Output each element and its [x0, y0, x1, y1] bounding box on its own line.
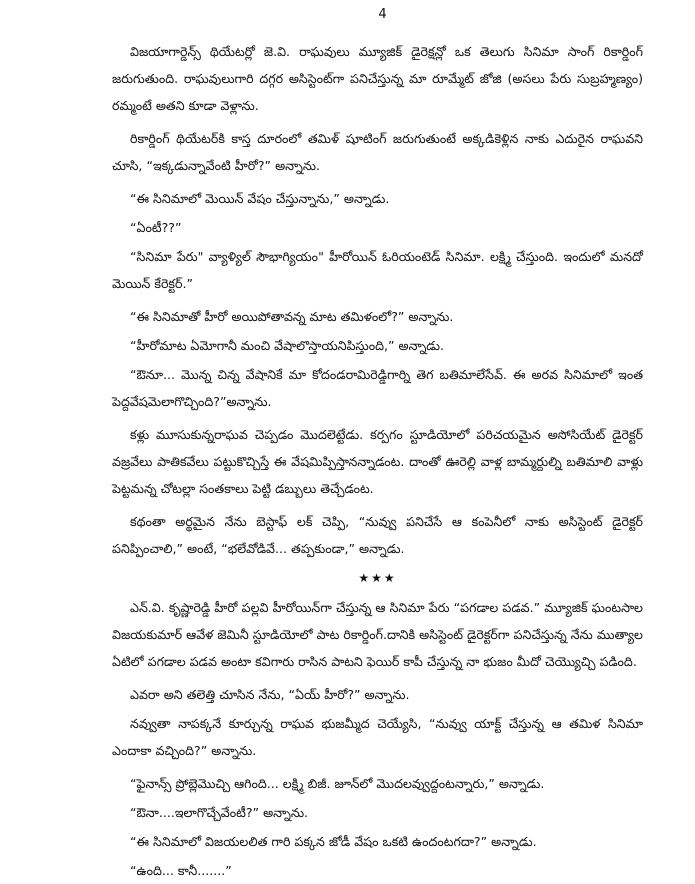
- paragraph: “ఫైనాన్స్ ప్రోబ్లెమొచ్చి ఆగింది... లక్ష్మి బిజీ. జూన్‌లో మొదలవ్వుద్దంటన్నారు,” అన్నాడు.: [130, 776, 545, 791]
- paragraph: “హీరోమాట ఏమోగానీ మంచి వేషాలొస్తాయనిపిస్తుంది,” అన్నాడు.: [130, 338, 444, 353]
- story-section-1: [112, 38, 643, 562]
- paragraph: “ఈ సినిమాతో హీరో అయిపోతావన్న మాట తమిళంలో?” అన్నాను.: [130, 309, 454, 324]
- paragraph: “ఈ సినిమాలో విజయలలిత గారి పక్కన జోడీ వేషం ఒకటి ఉందంటగదా?” అన్నాడు.: [130, 834, 537, 849]
- paragraph: “ఔనూ... మొన్న చిన్న వేషానికే మా కోదండరామిరెడ్డిగార్ని తెగ బతిమాలేసేవ్. ఈ అరవ సినిమాలో ఇంత పెద్దవేషమెలాగొచ్చింది?”అన్నాను.: [112, 367, 643, 409]
- paragraph: కళ్లు మూసుకున్నరాఘవ చెప్పడం మొదలెట్టేడు. కర్పగం స్టూడియోలో పరిచయమైన అసోసియేట్ డైరెక్టర్ వజ్రవేలు పాతికవేలు పట్టుకొచ్చిస్తే ఈ వేషమిప్పిస్తానన్నాడంట. దాంతో ఊరెల్లి వాళ్ల బామ్మర్దుల్ని బతిమాలి వాళ్లు పెట్టమన్న చోటల్లా సంతకాలు పెట్టి డబ్బులు తెచ్చేడంట.: [112, 427, 644, 496]
- paragraph: “ఉంది... కానీ.......”: [130, 863, 232, 878]
- paragraph: ఎవరా అని తలెత్తి చూసిన నేను, “ఏయ్ హీరో?” అన్నాను.: [130, 687, 410, 702]
- paragraph: “సినిమా పేరు" వ్యాళ్యిల్ సౌభాగ్యియం" హీరోయిన్ ఓరియంటెడ్ సినిమా. లక్ష్మి చేస్తుంది. ఇందులో మనదో మెయిన్ కేరెక్టర్.”: [112, 249, 643, 291]
- section-separator: ★★★: [358, 571, 397, 585]
- paragraph: “ఏంటీ??”: [130, 220, 182, 235]
- paragraph: రికార్డింగ్ థియేటర్‌కి కాస్త దూరంలో తమిళ్ షూటింగ్ జరుగుతుంటే అక్కడికెళ్లిన నాకు ఎదురైన రాఘవని చూసి, “ఇక్కడున్నావేంటి హీరో?” అన్నాను.: [112, 131, 643, 173]
- paragraph: నవ్వుతా నాపక్కనే కూర్చున్న రాఘవ భుజమ్మీద చెయ్యేసి, “నువ్వు యాక్ట్ చేస్తున్న ఆ తమిళ సినిమా ఎందాకా వచ్చింది?” అన్నాను.: [112, 716, 643, 758]
- paragraph: “ఔనా....ఇలాగొచ్చేవేంటీ?” అన్నాను.: [130, 805, 309, 820]
- page-number: 4: [378, 7, 387, 22]
- paragraph: కథంతా అర్థమైన నేను బెస్టాఫ్ లక్ చెప్పి, “నువ్వు పనిచేసే ఆ కంపెనీలో నాకు అసిస్టెంట్ డైరెక్టర్ పనిప్పించాలి,” అంటే, “భలేవోడివే... తప్పకుండా,” అన్నాడు.: [112, 514, 643, 556]
- story-section-2: [112, 594, 643, 884]
- paragraph: విజయాగార్డెన్స్ థియేటర్లో జె.వి. రాఘవులు మ్యూజిక్ డైరెక్షన్లో ఒక తెలుగు సినిమా సాంగ్ రికార్డింగ్ జరుగుతుంది. రాఘవులుగారి దగ్గర అసిస్టెంట్‌గా పనిచేస్తున్న మా రూమ్మేట్ జోజి (అసలు పేరు సుబ్రహ్మణ్యం) రమ్మంటే అతని కూడా వెళ్లాను.: [112, 44, 643, 113]
- paragraph: ఎన్.వి. కృష్ణారెడ్డి హీరో పల్లవి హీరోయిన్‌గా చేస్తున్న ఆ సినిమా పేరు “పగడాల పడవ.” మ్యూజిక్ ఘంటసాల విజయకుమార్ ఆవేళ జెమినీ స్టూడియోలో పాట రికార్డింగ్.దానికి అసిస్టెంట్ డైరెక్టర్‌గా పనిచేస్తున్న నేను ముత్యాల ఏటిలో పగడాల పడవ అంటా కవిగారు రాసిన పాటని ఫెయిర్ కాపీ చేస్తున్న నా భుజం మీదో చెయ్యొచ్చి పడింది.: [112, 600, 643, 669]
- paragraph: “ఈ సినిమాలో మెయిన్ వేషం చేస్తున్నాను,” అన్నాడు.: [130, 191, 390, 206]
